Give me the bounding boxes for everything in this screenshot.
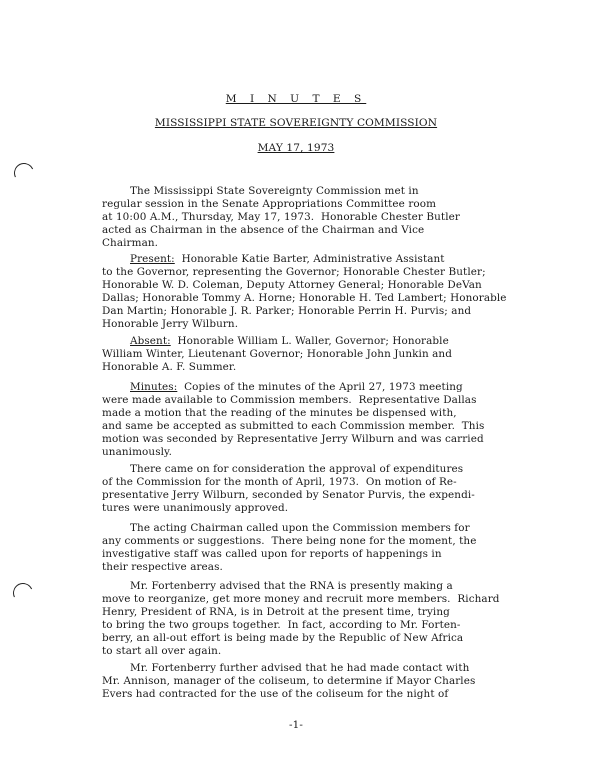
text-line: [102, 548, 442, 561]
line-text: and same be accepted as submitted to each Commission member. This: [102, 420, 485, 432]
line-text: Honorable A. F. Summer.: [102, 361, 237, 373]
punch-hole-mark: [11, 160, 37, 186]
text-line: [130, 381, 463, 394]
line-text: Honorable William L. Waller, Governor; Honorable: [170, 335, 449, 347]
text-line: [102, 561, 223, 574]
text-line: [102, 361, 236, 374]
line-text: to the Governor, representing the Governor; Honorable Chester Butler;: [102, 266, 486, 278]
line-text: Chairman.: [102, 237, 159, 249]
line-text: Henry, President of RNA, is in Detroit at the present time, trying: [102, 606, 450, 618]
line-text: Honorable W. D. Coleman, Deputy Attorney General; Honorable DeVan: [102, 279, 482, 291]
line-text: to start all over again.: [102, 645, 222, 657]
text-line: [130, 662, 469, 675]
meeting-date: MAY 17, 1973: [257, 142, 335, 154]
line-text: move to reorganize, get more money and recruit more members. Richard: [102, 593, 500, 605]
text-line: [102, 318, 238, 331]
minutes-title: M I N U T E S: [225, 93, 367, 105]
line-text: Mr. Annison, manager of the coliseum, to determine if Mayor Charles: [102, 675, 476, 687]
text-line: [102, 535, 476, 548]
text-line: [102, 489, 475, 502]
text-line: [102, 420, 484, 433]
commission-name: MISSISSIPPI STATE SOVEREIGNTY COMMISSION: [154, 117, 438, 129]
text-line: [102, 606, 450, 619]
line-text: There came on for consideration the approval of expenditures: [130, 463, 464, 475]
line-text: presentative Jerry Wilburn, seconded by Senator Purvis, the expendi-: [102, 489, 475, 501]
line-text: berry, an all-out effort is being made by the Republic of New Africa: [102, 632, 464, 644]
text-line: [130, 185, 419, 198]
line-text: Honorable Jerry Wilburn.: [102, 318, 239, 330]
text-line: [102, 593, 500, 606]
line-text: motion was seconded by Representative Jerry Wilburn and was carried: [102, 433, 484, 445]
text-line: [102, 632, 463, 645]
line-text: Honorable Katie Barter, Administrative Assistant: [174, 253, 445, 265]
text-line: [102, 305, 471, 318]
line-text: investigative staff was called upon for reports of happenings in: [102, 548, 442, 560]
text-line: [102, 502, 288, 515]
line-text: were made available to Commission members. Representative Dallas: [102, 394, 477, 406]
line-text: Evers had contracted for the use of the coliseum for the night of: [102, 688, 449, 700]
text-line: [102, 292, 507, 305]
line-text: Dallas; Honorable Tommy A. Horne; Honorable H. Ted Lambert; Honorable: [102, 292, 507, 304]
text-line: [102, 476, 457, 489]
line-text: The acting Chairman called upon the Commission members for: [130, 522, 470, 534]
text-line: [102, 211, 460, 224]
text-line: [130, 253, 445, 266]
line-text: William Winter, Lieutenant Governor; Honorable John Junkin and: [102, 348, 452, 360]
line-text: to bring the two groups together. In fact, according to Mr. Forten-: [102, 619, 461, 631]
text-line: [102, 446, 172, 459]
text-line: [102, 675, 475, 688]
text-line: [130, 335, 449, 348]
page-number: -1-: [289, 719, 303, 731]
text-line: [130, 580, 453, 593]
punch-hole-mark: [10, 580, 36, 606]
section-lead: Absent:: [130, 335, 171, 347]
text-line: [102, 348, 452, 361]
text-line: [102, 394, 477, 407]
line-text: The Mississippi State Sovereignty Commission met in: [130, 185, 419, 197]
line-text: their respective areas.: [102, 561, 223, 573]
text-line: [102, 279, 482, 292]
text-line: [102, 224, 424, 237]
section-lead: Present:: [130, 253, 175, 265]
line-text: Dan Martin; Honorable J. R. Parker; Honorable Perrin H. Purvis; and: [102, 305, 472, 317]
line-text: Mr. Fortenberry advised that the RNA is presently making a: [130, 580, 453, 592]
text-line: [102, 266, 486, 279]
text-line: [102, 198, 436, 211]
line-text: unanimously.: [102, 446, 173, 458]
line-text: any comments or suggestions. There being none for the moment, the: [102, 535, 477, 547]
line-text: acted as Chairman in the absence of the Chairman and Vice: [102, 224, 425, 236]
text-line: [102, 645, 221, 658]
text-line: [130, 522, 470, 535]
line-text: Mr. Fortenberry further advised that he had made contact with: [130, 662, 470, 674]
text-line: [102, 237, 158, 250]
section-lead: Minutes:: [130, 381, 178, 393]
text-line: [102, 407, 457, 420]
line-text: at 10:00 A.M., Thursday, May 17, 1973. Honorable Chester Butler: [102, 211, 460, 223]
text-line: [102, 433, 484, 446]
line-text: regular session in the Senate Appropriations Committee room: [102, 198, 437, 210]
text-line: [102, 688, 448, 701]
line-text: of the Commission for the month of April, 1973. On motion of Re-: [102, 476, 457, 488]
text-line: [130, 463, 463, 476]
line-text: Copies of the minutes of the April 27, 1973 meeting: [177, 381, 463, 393]
line-text: made a motion that the reading of the minutes be dispensed with,: [102, 407, 457, 419]
text-line: [102, 619, 461, 632]
line-text: tures were unanimously approved.: [102, 502, 289, 514]
